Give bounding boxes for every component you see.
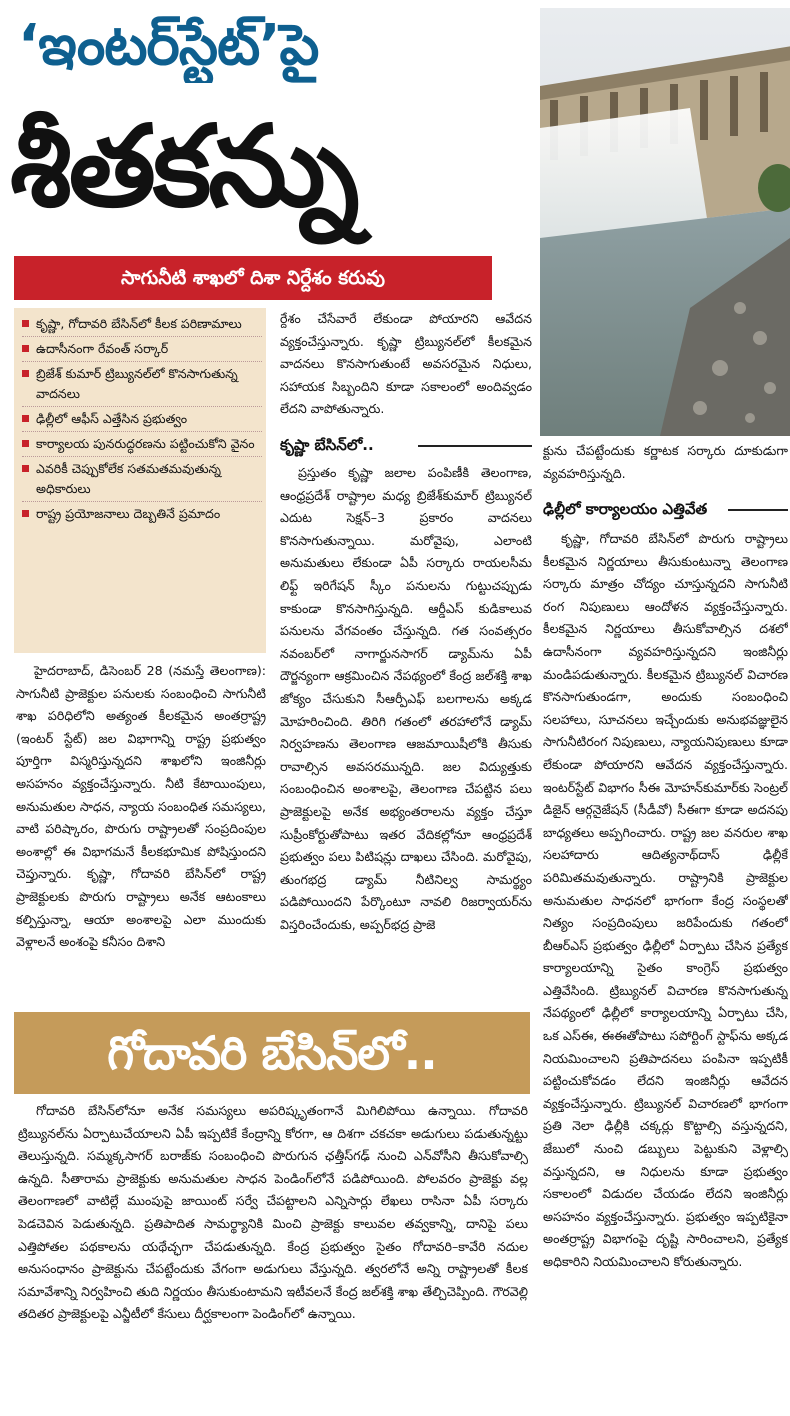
- highlight-item: రాష్ట్ర ప్రయోజనాలు దెబ్బతినే ప్రమాదం: [22, 504, 262, 526]
- bullet-icon: [22, 370, 29, 377]
- article-column-3: [543, 528, 788, 1408]
- krishna-basin-heading: కృష్ణా బేసిన్‌లో..: [280, 436, 374, 454]
- dam-photo-image: [540, 8, 790, 436]
- bullet-icon: [22, 510, 29, 517]
- headline-line1: ‘ఇంటర్‌స్టేట్’పై: [18, 13, 319, 78]
- godavari-paragraph: గోదావరి బేసిన్‌లోనూ అనేక సమస్యలు అపరిష్కృతంగానే మిగిలిపోయి ఉన్నాయి. గోదావరి ట్రిబ్యునల్‌ను ఏర్పాటుచేయాలని ఏపీ ఇప్పటికే కేంద్రాన్ని కోరగా, ఆ దిశగా చకచకా అడుగులు పడుతున్నట్టు తెలుస్తున్నది. సమ్మక్కసాగర్ బరాజ్‌కు సంబంధించి పొరుగున ఛత్తీస్‌గఢ్ నుంచి ఎన్‌వోసీని తీసుకోవాల్సి ఉన్నది. సీతారామ ప్రాజెక్టుకు అనుమతుల సాధన పెండింగ్‌లోనే పడిపోయింది. పోలవరం ప్రాజెక్టు వల్ల తెలంగాణలో వాటిల్లే ముంపుపై జాయింట్ సర్వే చేపట్టాలని ఎన్నిసార్లు లేఖలు రాసినా ఏపీ సర్కారు పెడచెవిన పెడుతున్నది. ప్రతిపాదిత సామర్థ్యానికి మించి ప్రాజెక్టు కాలువల తవ్వకాన్ని, దానిపై పలు ఎత్తిపోతల పథకాలను యథేచ్ఛగా చేపడుతున్నది. కేంద్ర ప్రభుత్వం సైతం గోదావరి–కావేరి నదుల అనుసంధానం ప్రాజెక్టును చేపట్టేందుకు వేగంగా అడుగులు వేస్తున్నది. త్వరలోనే అన్ని రాష్ట్రాలతో కీలక సమావేశాన్ని నిర్వహించి తుది నిర్ణయం తీసుకుంటామని ఇటీవలనే కేంద్ర జల్‌శక్తి శాఖ తేల్చిచెప్పింది. గౌరవెల్లి తదితర ప్రాజెక్టులపై ఎన్జీటీలో కేసులు దీర్ఘకాలంగా పెండింగ్‌లో ఉన్నాయి.: [18, 1103, 528, 1322]
- bullet-icon: [22, 320, 29, 327]
- dam-photo: [540, 8, 790, 436]
- highlights-box: [14, 308, 266, 653]
- bullet-icon: [22, 345, 29, 352]
- delhi-office-heading: ఢిల్లీలో కార్యాలయం ఎత్తివేత: [543, 500, 708, 518]
- continuation-paragraph: క్టును చేపట్టేందుకు కర్ణాటక సర్కారు దూకుడుగా వ్యవహరిస్తున్నది.: [543, 443, 788, 481]
- godavari-section: [18, 1100, 528, 1400]
- article-column-1: [16, 660, 266, 1004]
- continuation-paragraph: ర్దేశం చేసేవారే లేకుండా పోయారని ఆవేదన వ్యక్తంచేస్తున్నారు. కృష్ణా ట్రిబ్యునల్‌లో కీలకమైన వాదనలు కొనసాగుతుంటే అవసరమైన నిధులు, సహాయక సిబ్బందిని కూడా సకాలంలో అందివ్వడం లేదని వాపోతున్నారు.: [280, 311, 532, 417]
- highlight-item: కృష్ణా, గోదావరి బేసిన్‌లో కీలక పరిణామాలు: [22, 314, 262, 337]
- godavari-basin-banner: గోదావరి బేసిన్‌లో..: [14, 1012, 530, 1094]
- dateline-paragraph: హైదరాబాద్, డిసెంబర్ 28 (నమస్తే తెలంగాణ): సాగునీటి ప్రాజెక్టుల పనులకు సంబంధించి సాగునీటి శాఖ పరిధిలోని అత్యంత కీలకమైన అంతర్రాష్ట్ర (ఇంటర్ స్టేట్) జల విభాగాన్ని రాష్ట్ర ప్రభుత్వం పూర్తిగా విస్మరిస్తున్నదని శాఖలోని ఇంజినీర్లు అసహనం వ్యక్తంచేస్తున్నారు. నీటి కేటాయింపులు, అనుమతుల సాధన, న్యాయ సంబంధిత సమస్యలు, వాటి పరిష్కారం, పొరుగు రాష్ట్రాలతో సంప్రదింపుల అంశాల్లో ఈ విభాగమనే కీలకభూమిక పోషిస్తుందని చెప్తున్నారు. కృష్ణా, గోదావరి బేసిన్‌లో రాష్ట్ర ప్రాజెక్టులకు పొరుగు రాష్ట్రాలు అనేక ఆటంకాలు కల్పిస్తున్నా, ఆయా అంశాలపై ఎలా ముందుకు వెళ్లాలనే అంశంపై కనీసం దిశాని: [16, 663, 266, 950]
- article-column-2-top: [280, 308, 532, 430]
- heading-rule: [418, 445, 532, 447]
- bullet-icon: [22, 465, 29, 472]
- heading-rule: [728, 509, 788, 511]
- bullet-icon: [22, 440, 29, 447]
- krishna-paragraph: ప్రస్తుతం కృష్ణా జలాల పంపిణీకి తెలంగాణ, ఆంధ్రప్రదేశ్ రాష్ట్రాల మధ్య బ్రిజేశ్‌కుమార్ ట్రిబ్యునల్ ఎదుట సెక్షన్–3 ప్రకారం వాదనలు కొనసాగుతున్నాయి. మరోవైపు, ఎలాంటి అనుమతులు లేకుండా ఏపీ సర్కారు రాయలసీమ లిఫ్ట్ ఇరిగేషన్ స్కీం పనులను గుట్టుచప్పుడు కాకుండా కొనసాగిస్తున్నది. ఆర్డీఎస్ కుడికాలువ పనులను వేగవంతం చేస్తున్నది. గత సంవత్సరం నవంబర్‌లో నాగార్జునసాగర్ డ్యామ్‌ను ఏపీ దౌర్జన్యంగా ఆక్రమించిన నేపథ్యంలో కేంద్ర జల్‌శక్తి శాఖ జోక్యం చేసుకుని సీఆర్పీఎఫ్ బలగాలను అక్కడ మోహరించింది. తిరిగి గతంలో తరహాలోనే డ్యామ్ నిర్వహణను తెలంగాణ ఆజమాయిషీలోకి తీసుకు రావాల్సిన అవసరమున్నది. జల విద్యుత్తుకు సంబంధించిన అంశాలపై, తెలంగాణ చేపట్టిన పలు ప్రాజెక్టులపై అనేక అభ్యంతరాలను వ్యక్తం చేస్తూ సుప్రీంకోర్టుతోపాటు ఇతర వేదికల్లోనూ ఆంధ్రప్రదేశ్ ప్రభుత్వం పలు పిటిషన్లు దాఖలు చేసింది. మరోవైపు, తుంగభద్ర డ్యామ్ నీటినిల్వ సామర్థ్యం పడిపోయిందని పేర్కొంటూ నావలి రిజర్వాయర్‌ను విస్తరించేందుకు, అప్పర్‌భద్ర ప్రాజె: [280, 465, 532, 932]
- highlight-item: కార్యాలయ పునరుద్ధరణను పట్టించుకోని వైనం: [22, 434, 262, 457]
- highlight-item: బ్రిజేశ్ కుమార్ ట్రిబ్యునల్‌లో కొనసాగుతున్న వాదనలు: [22, 364, 262, 407]
- delhi-paragraph: కృష్ణా, గోదావరి బేసిన్‌లో పొరుగు రాష్ట్రాలు కీలకమైన నిర్ణయాలు తీసుకుంటున్నా తెలంగాణ సర్కారు మాత్రం చోద్యం చూస్తున్నదని సాగునీటి రంగ నిపుణులు ఆందోళన వ్యక్తంచేస్తున్నారు. కీలకమైన నిర్ణయాలు తీసుకోవాల్సిన దశలో ఉదాసీనంగా వ్యవహరిస్తున్నదని ఇంజినీర్లు మండిపడుతున్నారు. కీలకమైన ట్రిబ్యునల్ విచారణ కొనసాగుతుండగా, అందుకు సంబంధించి సలహాలు, సూచనలు ఇచ్చేందుకు అనుభవజ్ఞులైన సాగునీటిరంగ నిపుణులు, న్యాయనిపుణులు కూడా లేకుండా పోయారని ఆవేదన వ్యక్తంచేస్తున్నారు. ఇంటర్‌స్టేట్ విభాగం సీఈ మోహన్‌కుమార్‌కు సెంట్రల్ డిజైన్ ఆర్గనైజేషన్ (సీడీవో) సీఈగా కూడా అదనపు బాధ్యతలు అప్పగించారు. రాష్ట్ర జల వనరుల శాఖ సలహాదారు ఆదిత్యనాథ్‌దాస్ ఢిల్లీకే పరిమితమవుతున్నారు. రాష్ట్రానికి ప్రాజెక్టుల అనుమతుల సాధనలో భాగంగా కేంద్ర సంస్థలతో నిత్యం సంప్రదింపులు జరిపేందుకు గతంలో బీఆర్‌ఎస్ ప్రభుత్వం ఢిల్లీలో ఏర్పాటు చేసిన ప్రత్యేక కార్యాలయాన్ని సైతం కాంగ్రెస్ ప్రభుత్వం ఎత్తివేసింది. ట్రిబ్యునల్ విచారణ కొనసాగుతున్న నేపథ్యంలో ఢిల్లీలో కార్యాలయాన్ని ఏర్పాటు చేసి, ఒక ఎస్‌ఈ, ఈఈతోపాటు సపోర్టింగ్ స్టాఫ్‌ను అక్కడ నియమించాలని ప్రతిపాదనలు పంపినా ఇప్పటికీ పట్టించుకోవడం లేదని ఇంజినీర్లు ఆవేదన వ్యక్తంచేస్తున్నారు. ట్రిబ్యునల్ విచారణలో భాగంగా ప్రతి నెలా ఢిల్లీకి చక్కర్లు కొట్టాల్సి వస్తున్నదని, జేబులో నుంచి డబ్బులు పెట్టుకుని వెళ్లాల్సి వస్తున్నదని, ఆ నిధులను కూడా ప్రభుత్వం సకాలంలో విడుదల చేయడం లేదని ఇంజినీర్లు అసహనం వ్యక్తంచేస్తున్నారు. ప్రభుత్వం ఇప్పటికైనా అంతర్రాష్ట్ర విభాగంపై దృష్టి సారించాలని, ప్రత్యేక అధికారిని నియమించాలని కోరుతున్నారు.: [543, 531, 788, 1269]
- headline-line2: శీతకన్ను: [10, 102, 357, 232]
- subheading-banner: సాగునీటి శాఖలో దిశా నిర్దేశం కరువు: [14, 256, 492, 300]
- highlight-item: ఢిల్లీలో ఆఫీస్ ఎత్తేసిన ప్రభుత్వం: [22, 409, 262, 432]
- highlight-item: ఉదాసీనంగా రేవంత్ సర్కార్: [22, 339, 262, 362]
- article-column-2: [280, 462, 532, 1004]
- article-column-3-top: [543, 440, 788, 490]
- bullet-icon: [22, 415, 29, 422]
- highlight-item: ఎవరికీ చెప్పుకోలేక సతమతమవుతున్న అధికారులు: [22, 459, 262, 502]
